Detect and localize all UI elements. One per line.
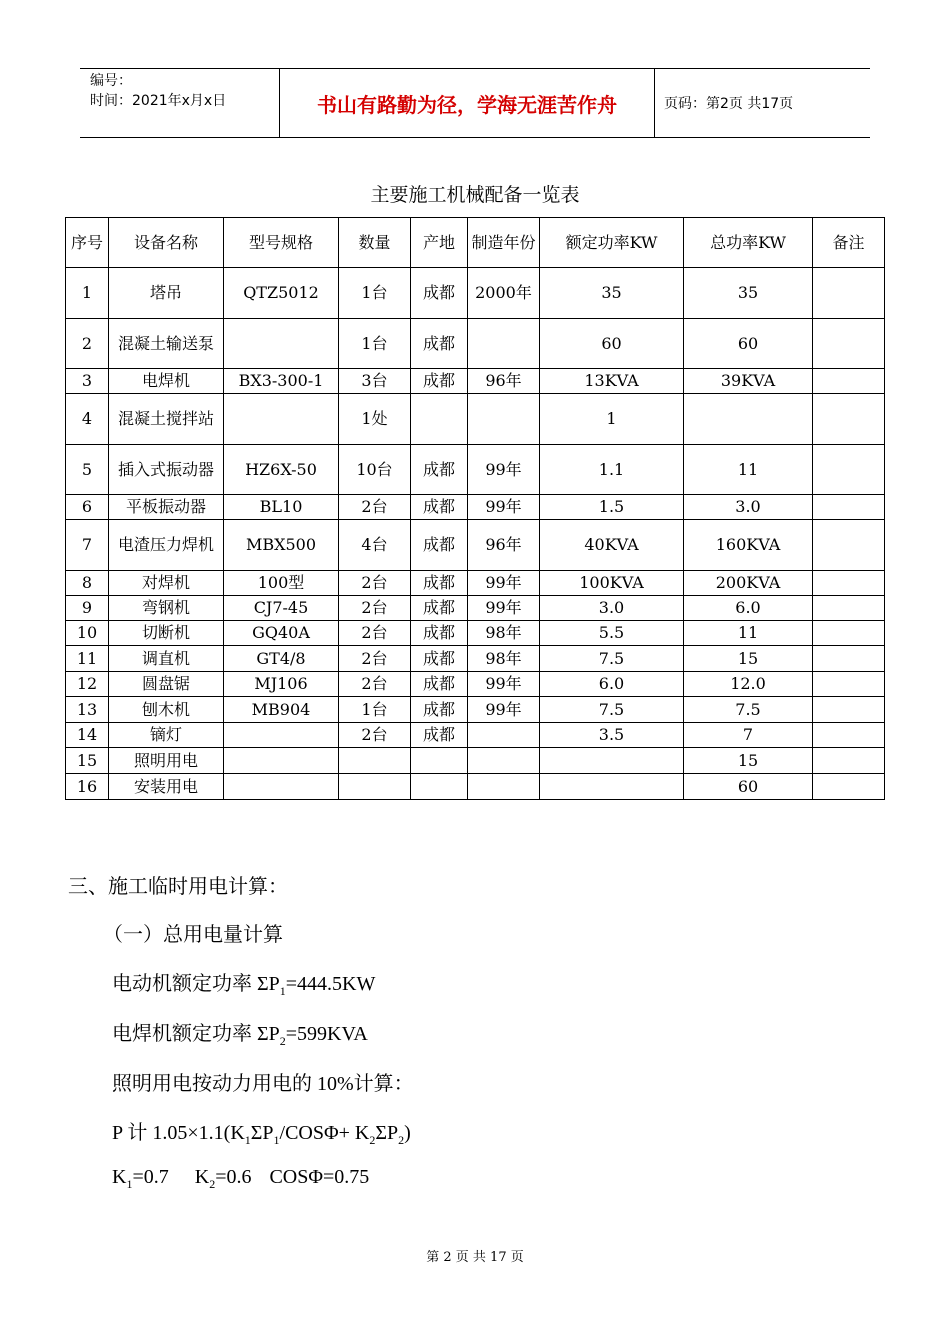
time-label: 时间：2021年x月x日 (90, 93, 227, 109)
table-cell (813, 369, 885, 394)
page-footer: 第 2 页 共 17 页 (426, 1250, 524, 1265)
table-cell: 成都 (411, 445, 468, 495)
table-cell: 2台 (339, 646, 411, 672)
table-cell: 10台 (339, 445, 411, 495)
table-title: 主要施工机械配备一览表 (370, 184, 580, 206)
table-cell: 弯钢机 (109, 596, 224, 621)
table-row (66, 697, 885, 723)
table-cell: 6.0 (684, 596, 813, 621)
table-cell (684, 394, 813, 445)
table-cell: BX3-300-1 (224, 369, 339, 394)
table-cell: 1台 (339, 319, 411, 369)
table-cell: 成都 (411, 596, 468, 621)
table-cell: 200KVA (684, 571, 813, 596)
table-cell (813, 319, 885, 369)
table-row (66, 596, 885, 621)
table-row (66, 774, 885, 800)
table-cell (468, 723, 540, 748)
table-cell (813, 520, 885, 571)
formula-line: P 计 $1.05\times 1.1(K_1\Sigma P_1/COS\Phi+ K_2\Sigma P_2)$ (112, 1122, 411, 1147)
table-cell: 3台 (339, 369, 411, 394)
table-cell: 99年 (468, 697, 540, 723)
header-cell: 数量 (339, 218, 411, 268)
table-cell: 2 (66, 319, 109, 369)
table-cell: 7.5 (684, 697, 813, 723)
table-cell: 对焊机 (109, 571, 224, 596)
table-cell: GT4/8 (224, 646, 339, 672)
table-cell: 5.5 (540, 621, 684, 646)
table-cell (540, 748, 684, 774)
table-cell: 2台 (339, 723, 411, 748)
header-cell: 型号规格 (224, 218, 339, 268)
table-cell: 12.0 (684, 672, 813, 697)
table-cell: 11 (684, 445, 813, 495)
table-row (66, 748, 885, 774)
table-cell: 5 (66, 445, 109, 495)
header-page-info: 页码：第2页 共17页 (664, 96, 794, 112)
table-cell: 12 (66, 672, 109, 697)
table-cell: 成都 (411, 520, 468, 571)
table-cell: 3 (66, 369, 109, 394)
table-cell: 2台 (339, 672, 411, 697)
table-cell: QTZ5012 (224, 268, 339, 319)
table-cell (224, 774, 339, 800)
table-cell: 7 (66, 520, 109, 571)
table-cell: 100型 (224, 571, 339, 596)
table-cell: 13KVA (540, 369, 684, 394)
table-cell: 40KVA (540, 520, 684, 571)
table-cell: 35 (684, 268, 813, 319)
table-cell: MJ106 (224, 672, 339, 697)
table-cell (224, 394, 339, 445)
table-cell: 成都 (411, 672, 468, 697)
header-cell: 制造年份 (468, 218, 540, 268)
table-row (66, 319, 885, 369)
table-cell: 1处 (339, 394, 411, 445)
header-cell: 设备名称 (109, 218, 224, 268)
table-cell: 1.5 (540, 495, 684, 520)
table-cell: 160KVA (684, 520, 813, 571)
table-cell: 成都 (411, 268, 468, 319)
table-cell: 11 (684, 621, 813, 646)
table-cell: 98年 (468, 621, 540, 646)
table-cell (813, 672, 885, 697)
table-cell: 4 (66, 394, 109, 445)
table-cell: 99年 (468, 495, 540, 520)
table-cell: GQ40A (224, 621, 339, 646)
table-cell: 1台 (339, 268, 411, 319)
table-cell: 电渣压力焊机 (109, 520, 224, 571)
table-cell: 混凝土输送泵 (109, 319, 224, 369)
table-cell: 98年 (468, 646, 540, 672)
table-cell: 15 (66, 748, 109, 774)
table-cell: 99年 (468, 672, 540, 697)
table-cell: 刨木机 (109, 697, 224, 723)
table-cell: 3.5 (540, 723, 684, 748)
table-row (66, 445, 885, 495)
table-cell (224, 319, 339, 369)
table-cell: 1台 (339, 697, 411, 723)
table-cell (813, 445, 885, 495)
table-cell: 7.5 (540, 697, 684, 723)
table-cell: 成都 (411, 319, 468, 369)
table-cell (339, 748, 411, 774)
table-cell: 1 (66, 268, 109, 319)
table-cell (468, 319, 540, 369)
table-cell: 60 (684, 774, 813, 800)
params-line: $K_1=0.7$ $K_2=0.6$ COSΦ=0.75 (112, 1166, 370, 1191)
table-row (66, 672, 885, 697)
table-cell: 4台 (339, 520, 411, 571)
header-motto: 书山有路勤为径，学海无涯苦作舟 (280, 69, 655, 137)
table-cell: 安装用电 (109, 774, 224, 800)
table-cell: 成都 (411, 495, 468, 520)
table-cell: 13 (66, 697, 109, 723)
table-cell: 6 (66, 495, 109, 520)
table-cell: 成都 (411, 571, 468, 596)
table-cell: 16 (66, 774, 109, 800)
table-cell (813, 596, 885, 621)
table-cell (813, 723, 885, 748)
table-cell: 平板振动器 (109, 495, 224, 520)
table-cell (813, 646, 885, 672)
table-cell: 2台 (339, 495, 411, 520)
table-cell: 99年 (468, 596, 540, 621)
header-cell: 总功率KW (684, 218, 813, 268)
table-cell: 成都 (411, 621, 468, 646)
table-cell: 3.0 (684, 495, 813, 520)
welder-power-line: 电焊机额定功率 $\Sigma P_2=599KVA$ (112, 1023, 368, 1048)
table-cell: 2台 (339, 571, 411, 596)
table-cell: 1 (540, 394, 684, 445)
table-cell: 2台 (339, 596, 411, 621)
table-cell: 调直机 (109, 646, 224, 672)
table-row (66, 520, 885, 571)
table-header-row (66, 218, 885, 268)
table-cell (813, 495, 885, 520)
table-row (66, 723, 885, 748)
table-cell (813, 748, 885, 774)
table-cell (411, 394, 468, 445)
table-cell: 14 (66, 723, 109, 748)
table-cell: 96年 (468, 520, 540, 571)
table-cell: 60 (684, 319, 813, 369)
section-heading: 三、施工临时用电计算： (68, 876, 288, 898)
table-cell: HZ6X-50 (224, 445, 339, 495)
header-meta (80, 69, 280, 137)
table-cell: 7 (684, 723, 813, 748)
table-row (66, 268, 885, 319)
equipment-table (65, 217, 885, 800)
table-cell (411, 748, 468, 774)
table-cell: 电焊机 (109, 369, 224, 394)
table-cell (813, 571, 885, 596)
table-cell: 9 (66, 596, 109, 621)
page-header (80, 68, 870, 138)
number-label: 编号： (90, 73, 132, 89)
table-cell (224, 723, 339, 748)
table-cell (468, 774, 540, 800)
table-cell: 成都 (411, 723, 468, 748)
table-row (66, 394, 885, 445)
table-cell (813, 621, 885, 646)
table-cell: 8 (66, 571, 109, 596)
header-cell: 序号 (66, 218, 109, 268)
table-cell (468, 748, 540, 774)
table-cell: 99年 (468, 445, 540, 495)
table-cell: 2000年 (468, 268, 540, 319)
table-cell: 圆盘锯 (109, 672, 224, 697)
header-cell: 备注 (813, 218, 885, 268)
table-cell: 11 (66, 646, 109, 672)
table-row (66, 495, 885, 520)
table-cell: MBX500 (224, 520, 339, 571)
table-cell (411, 774, 468, 800)
table-cell (813, 697, 885, 723)
table-row (66, 646, 885, 672)
table-cell (468, 394, 540, 445)
table-cell: 3.0 (540, 596, 684, 621)
motor-power-line: 电动机额定功率 $\Sigma P_1=444.5KW$ (112, 973, 376, 998)
table-cell: BL10 (224, 495, 339, 520)
table-row (66, 621, 885, 646)
table-cell: 成都 (411, 646, 468, 672)
table-row (66, 571, 885, 596)
table-cell: 成都 (411, 697, 468, 723)
table-cell: 7.5 (540, 646, 684, 672)
table-cell: 照明用电 (109, 748, 224, 774)
section-subheading: （一）总用电量计算 (103, 924, 283, 946)
table-cell: 60 (540, 319, 684, 369)
lighting-note: 照明用电按动力用电的 10%计算： (112, 1073, 414, 1095)
table-cell: 10 (66, 621, 109, 646)
table-cell (813, 268, 885, 319)
table-cell: 35 (540, 268, 684, 319)
table-cell: MB904 (224, 697, 339, 723)
table-cell (224, 748, 339, 774)
table-row (66, 369, 885, 394)
table-cell: 插入式振动器 (109, 445, 224, 495)
table-cell: CJ7-45 (224, 596, 339, 621)
table-cell: 6.0 (540, 672, 684, 697)
table-cell: 2台 (339, 621, 411, 646)
table-cell: 塔吊 (109, 268, 224, 319)
table-cell: 15 (684, 748, 813, 774)
header-cell: 产地 (411, 218, 468, 268)
table-cell: 镝灯 (109, 723, 224, 748)
table-cell: 混凝土搅拌站 (109, 394, 224, 445)
header-cell: 额定功率KW (540, 218, 684, 268)
table-cell: 切断机 (109, 621, 224, 646)
table-cell: 1.1 (540, 445, 684, 495)
table-cell: 100KVA (540, 571, 684, 596)
table-cell: 96年 (468, 369, 540, 394)
table-cell (813, 394, 885, 445)
table-cell: 15 (684, 646, 813, 672)
table-cell: 成都 (411, 369, 468, 394)
table-cell (339, 774, 411, 800)
table-cell: 39KVA (684, 369, 813, 394)
table-cell: 99年 (468, 571, 540, 596)
table-cell (540, 774, 684, 800)
table-cell (813, 774, 885, 800)
